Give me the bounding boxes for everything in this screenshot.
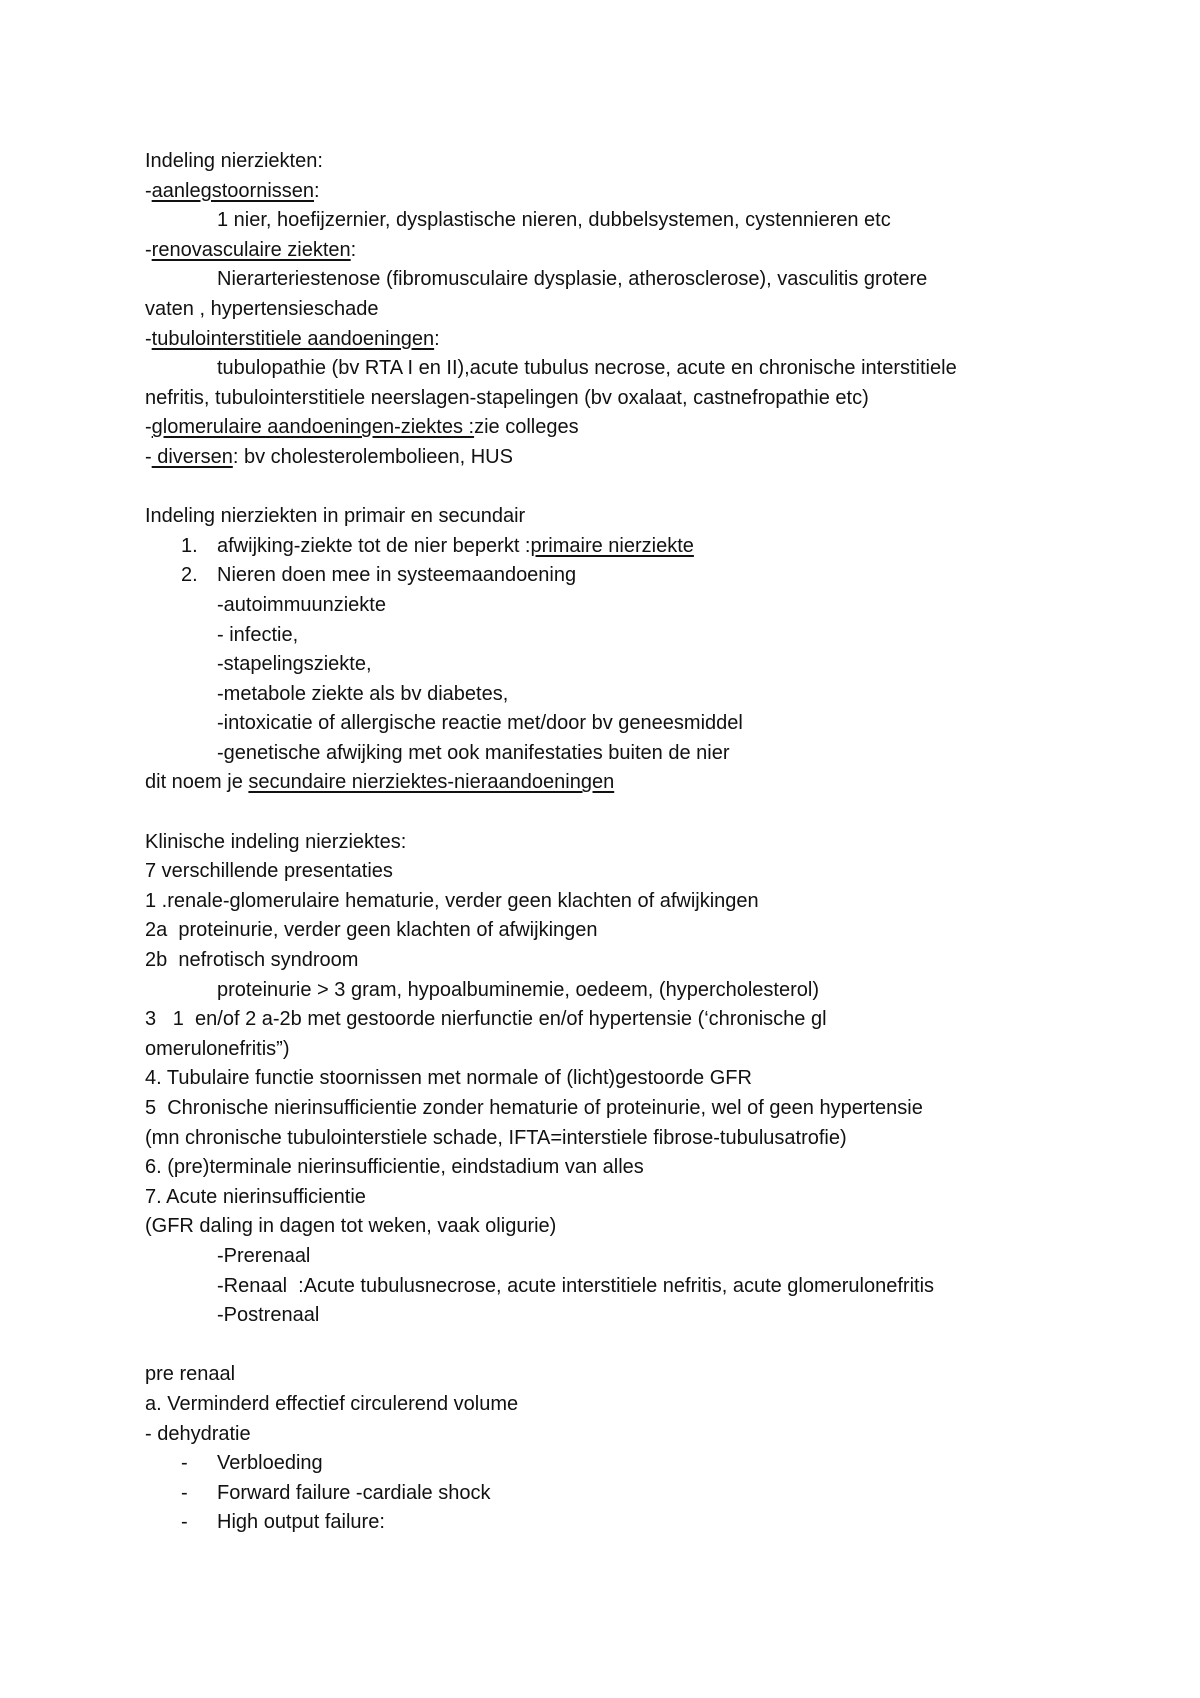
text-run: : bv cholesterolembolieen, HUS — [232, 445, 513, 468]
text-line: omerulonefritis”) — [145, 1037, 290, 1060]
text-line: 5 Chronische nierinsufficientie zonder hematurie of proteinurie, wel of geen hypertensie — [145, 1097, 923, 1119]
text-line — [145, 325, 1075, 355]
underlined-term: renovasculaire ziekten — [151, 238, 351, 261]
text-run: High output failure: — [217, 1511, 385, 1534]
text-line: -Postrenaal — [217, 1304, 320, 1327]
text-line: proteinurie > 3 gram, hypoalbuminemie, oedeem, (hypercholesterol) — [217, 978, 819, 1001]
text-line: 1 .renale-glomerulaire hematurie, verder geen klachten of afwijkingen — [145, 889, 759, 912]
text-run: dit noem je — [145, 771, 249, 794]
text-run: Verbloeding — [217, 1452, 323, 1475]
text-line: a. Verminderd effectief circulerend volume — [145, 1392, 519, 1415]
text-line: - infectie, — [217, 623, 299, 646]
text-line: -genetische afwijking met ook manifestaties buiten de nier — [217, 741, 730, 764]
text-line: 3 1 en/of 2 a-2b met gestoorde nierfunctie en/of hypertensie (‘chronische gl — [145, 1008, 827, 1031]
underlined-term: tubulointerstitiele aandoeningen — [151, 327, 435, 350]
text-line: -Prerenaal — [217, 1244, 311, 1267]
text-line: 7 verschillende presentaties — [145, 860, 393, 883]
text-run: : — [314, 179, 320, 202]
text-line: vaten , hypertensieschade — [145, 297, 379, 320]
bullet-dash: - — [181, 1511, 188, 1534]
text-run: zie colleges — [474, 416, 579, 439]
text-line — [145, 177, 1075, 207]
text-line: - dehydratie — [145, 1422, 251, 1445]
text-line — [145, 768, 1075, 798]
section-heading: pre renaal — [145, 1363, 236, 1386]
text-line — [145, 236, 1075, 266]
text-line: 1 nier, hoefijzernier, dysplastische nieren, dubbelsystemen, cystennieren etc — [217, 209, 891, 232]
bullet-dash: - — [181, 1481, 188, 1504]
text-line: nefritis, tubulointerstitiele neerslagen-stapelingen (bv oxalaat, castnefropathie etc) — [145, 386, 869, 409]
document-body — [145, 147, 1075, 1538]
text-run: : — [434, 327, 440, 350]
underlined-term: diversen — [151, 445, 233, 468]
numbered-item — [145, 532, 1075, 562]
text-run: - — [145, 327, 152, 350]
text-line: -stapelingsziekte, — [217, 653, 372, 676]
item-number: 1. — [181, 534, 198, 557]
text-line: -intoxicatie of allergische reactie met/door bv geneesmiddel — [217, 712, 743, 735]
section-heading: Indeling nierziekten in primair en secundair — [145, 505, 526, 528]
bullet-item — [145, 1449, 1075, 1479]
text-line: -Renaal :Acute tubulusnecrose, acute interstitiele nefritis, acute glomerulonefritis — [217, 1274, 935, 1297]
blank-line — [145, 1331, 1075, 1361]
text-line — [145, 413, 1075, 443]
text-line: tubulopathie (bv RTA I en II),acute tubulus necrose, acute en chronische interstitiele — [217, 357, 957, 380]
bullet-dash: - — [181, 1452, 188, 1475]
text-run: - — [145, 179, 152, 202]
section-heading: Klinische indeling nierziektes: — [145, 830, 407, 853]
text-run: Nieren doen mee in systeemaandoening — [217, 564, 577, 587]
text-line: 6. (pre)terminale nierinsufficientie, eindstadium van alles — [145, 1156, 644, 1179]
text-line: Nierarteriestenose (fibromusculaire dysplasie, atherosclerose), vasculitis grotere — [217, 268, 928, 291]
underlined-term: secundaire nierziektes-nieraandoeningen — [248, 771, 615, 794]
text-line: 4. Tubulaire functie stoornissen met normale of (licht)gestoorde GFR — [145, 1067, 752, 1090]
text-run: - — [145, 445, 152, 468]
underlined-term: glomerulaire aandoeningen-ziektes : — [151, 416, 475, 439]
text-line — [145, 443, 1075, 473]
text-run: : — [350, 238, 357, 261]
text-line: (mn chronische tubulointerstiele schade, IFTA=interstiele fibrose-tubulusatrofie) — [145, 1126, 847, 1149]
blank-line — [145, 473, 1075, 503]
text-run: Forward failure -cardiale shock — [217, 1481, 491, 1504]
text-run: - — [145, 238, 152, 261]
text-line: -metabole ziekte als bv diabetes, — [217, 682, 509, 705]
underlined-term: primaire nierziekte — [530, 534, 694, 557]
text-run: afwijking-ziekte tot de nier beperkt : — [217, 534, 531, 557]
blank-line — [145, 798, 1075, 828]
text-line: 2b nefrotisch syndroom — [145, 949, 359, 972]
item-number: 2. — [181, 564, 198, 587]
bullet-item — [145, 1479, 1075, 1509]
text-run: - — [145, 416, 152, 439]
text-line: -autoimmuunziekte — [217, 593, 386, 616]
section-heading: Indeling nierziekten: — [145, 150, 323, 172]
text-line: (GFR daling in dagen tot weken, vaak oligurie) — [145, 1215, 557, 1238]
numbered-item — [145, 561, 1075, 591]
text-line: 2a proteinurie, verder geen klachten of afwijkingen — [145, 919, 598, 942]
underlined-term: aanlegstoornissen — [151, 179, 315, 202]
bullet-item — [145, 1508, 1075, 1538]
text-line: 7. Acute nierinsufficientie — [145, 1185, 366, 1208]
